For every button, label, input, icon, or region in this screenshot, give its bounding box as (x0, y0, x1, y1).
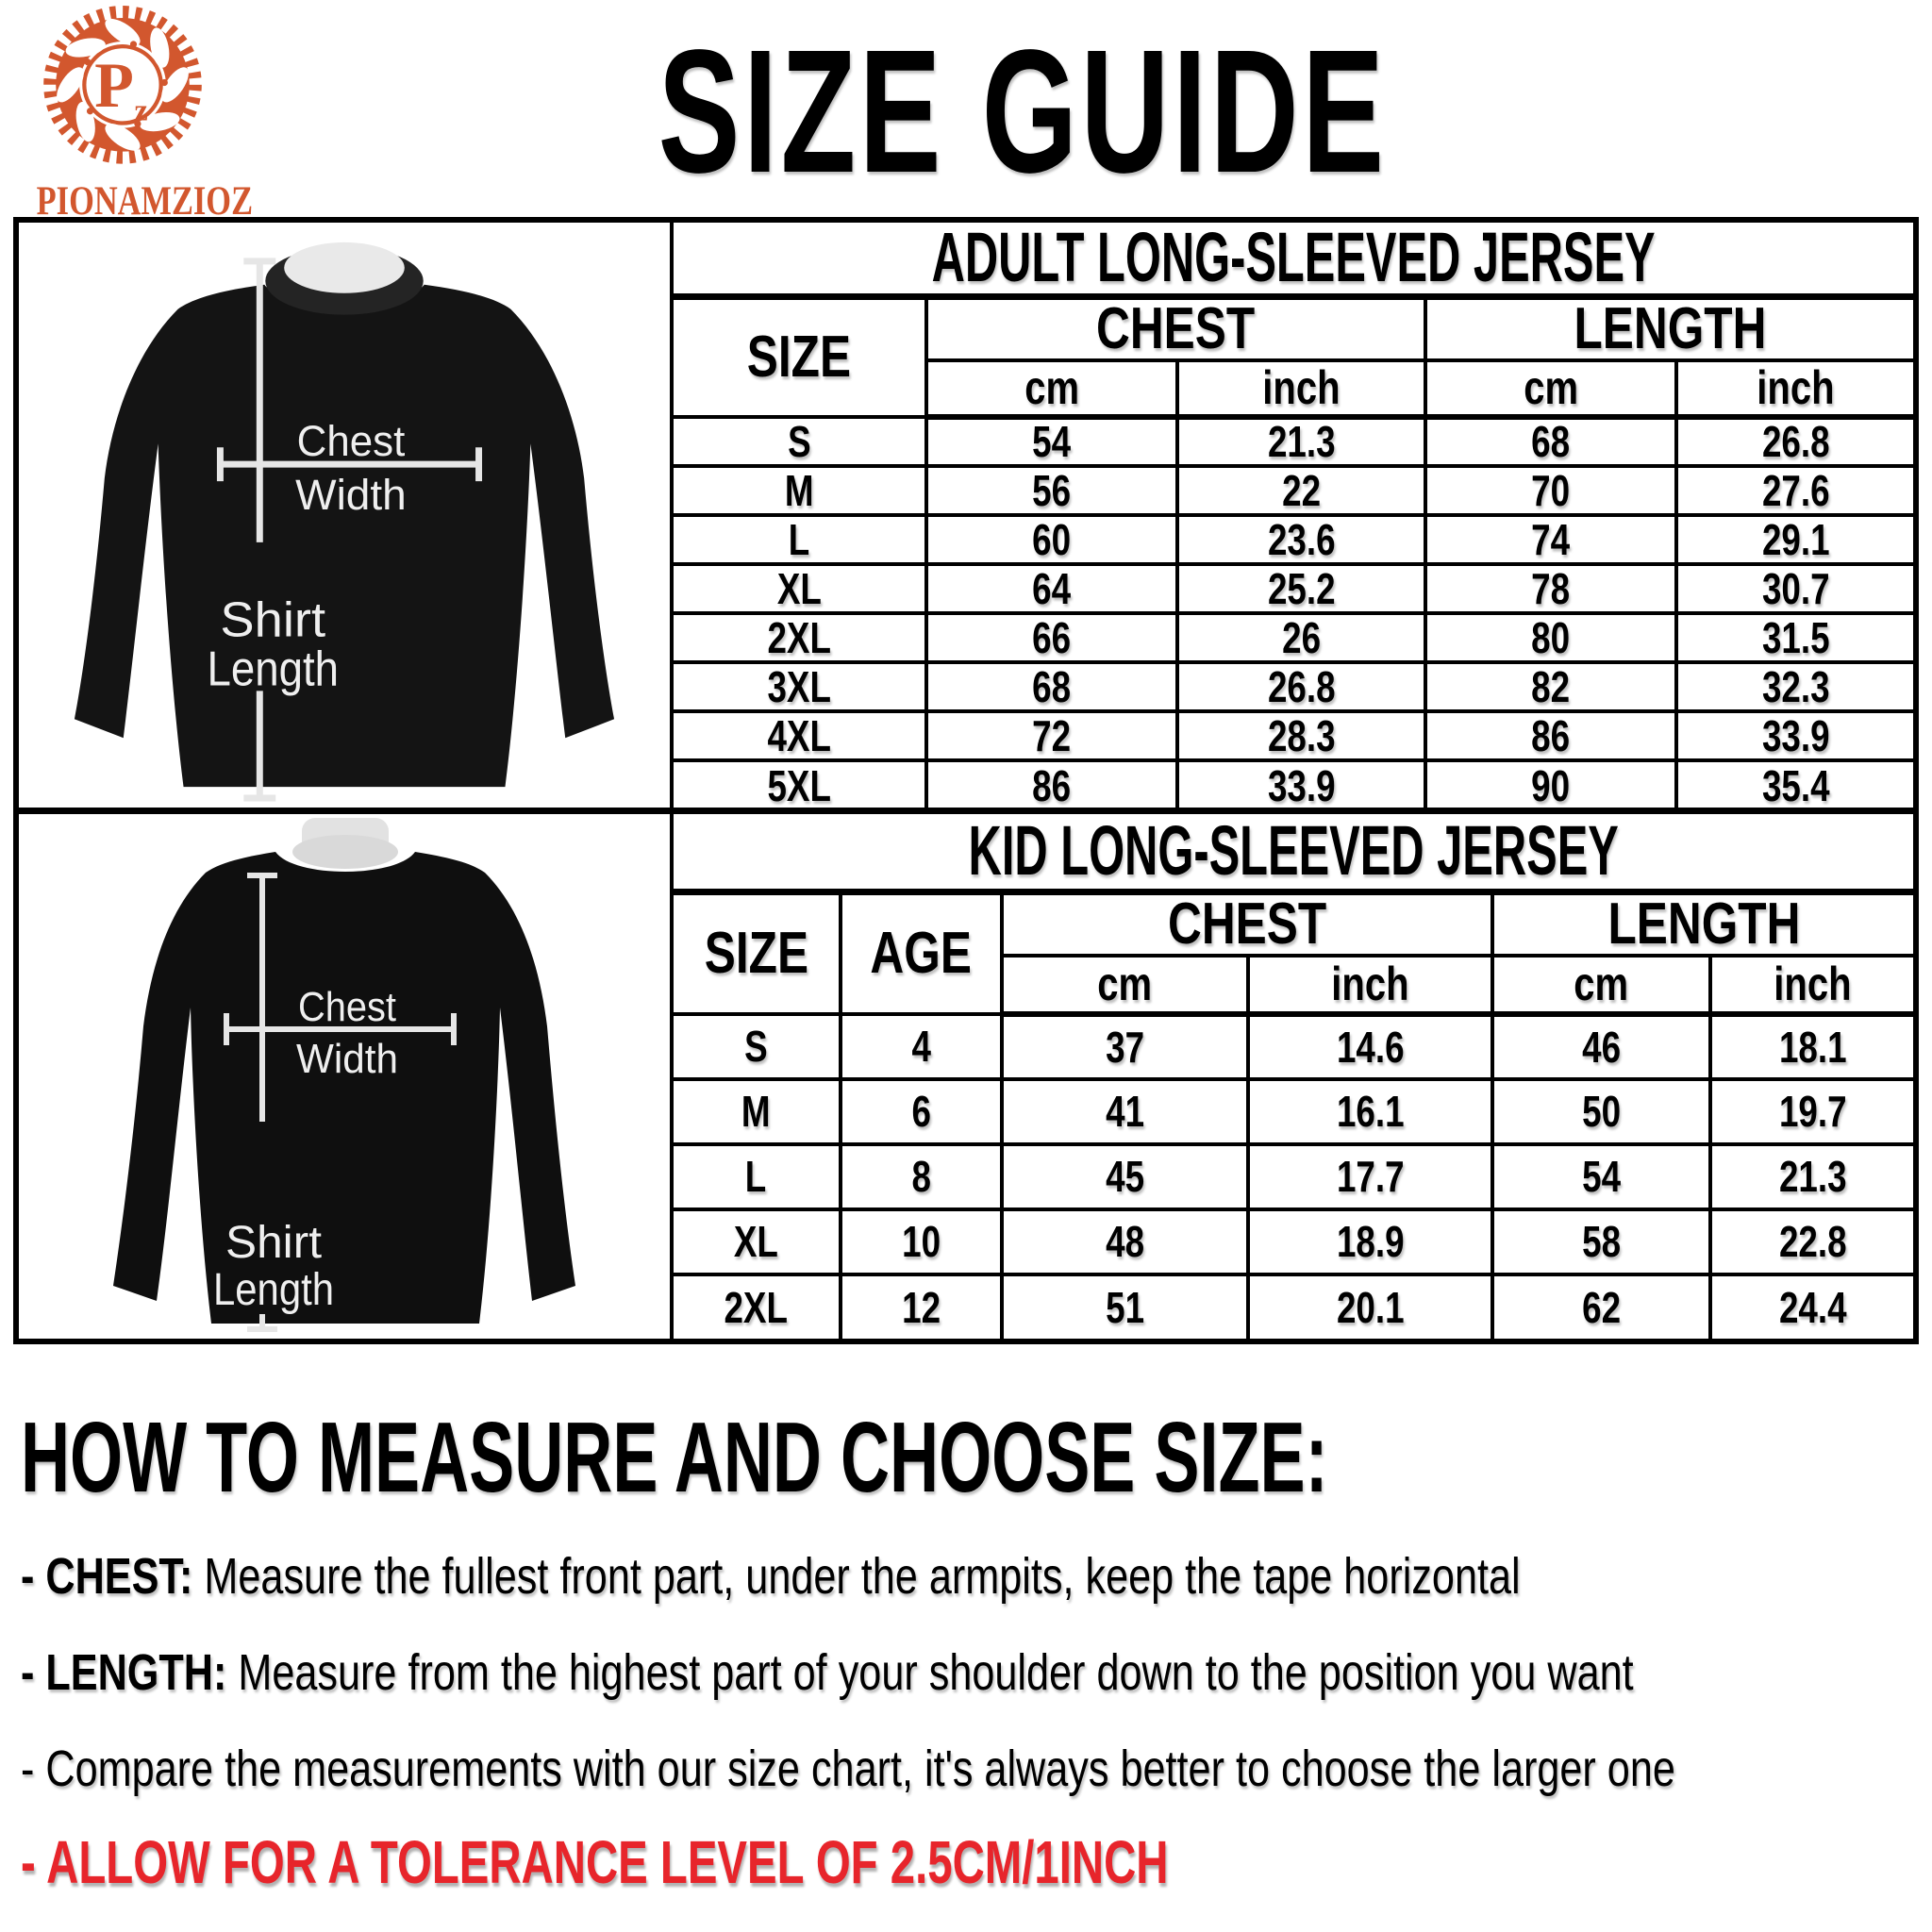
col-header-size: SIZE (674, 891, 841, 1014)
adult-size-table (674, 223, 1913, 808)
col-header-cm: cm (1425, 360, 1676, 417)
col-header-chest: CHEST (1002, 891, 1492, 956)
kid-size-table (674, 814, 1913, 1339)
col-header-cm: cm (1002, 956, 1248, 1014)
col-header-inch: inch (1177, 360, 1425, 417)
table-row: S 4 37 14.6 46 18.1 (674, 1014, 1913, 1079)
kid-jersey-image (19, 814, 670, 1339)
shirt-length-label-bottom: Length (207, 641, 340, 696)
chest-width-label-bottom: Width (296, 1036, 398, 1082)
howto-item-length: - LENGTH: Measure from the highest part of your shoulder down to the position you want (21, 1644, 1634, 1701)
table-row: 2XL 12 51 20.1 62 24.4 (674, 1274, 1913, 1340)
howto-item-chest: - CHEST: Measure the fullest front part, under the armpits, keep the tape horizontal (21, 1548, 1521, 1605)
col-header-size: SIZE (674, 296, 926, 417)
table-row: XL 10 48 18.9 58 22.8 (674, 1209, 1913, 1274)
jersey-body (75, 285, 614, 787)
monogram-p: P (94, 49, 134, 122)
col-header-inch: inch (1248, 956, 1492, 1014)
table-row: L 8 45 17.7 54 21.3 (674, 1144, 1913, 1209)
col-header-inch: inch (1710, 956, 1913, 1014)
adult-table-title: ADULT LONG-SLEEVED JERSEY (674, 223, 1913, 296)
kid-table-title: KID LONG-SLEEVED JERSEY (674, 814, 1913, 891)
col-header-chest: CHEST (926, 296, 1425, 360)
gear-logo-icon (11, 2, 234, 181)
chest-width-label-bottom: Width (295, 470, 407, 520)
page-title: SIZE GUIDE (658, 14, 1388, 209)
collar-inner (292, 835, 398, 869)
chest-width-label-top: Chest (298, 984, 396, 1030)
col-header-length: LENGTH (1425, 296, 1913, 360)
table-row: XL 64 25.2 78 30.7 (674, 564, 1913, 613)
col-header-inch: inch (1676, 360, 1913, 417)
section-divider (19, 808, 1913, 814)
col-header-cm: cm (926, 360, 1177, 417)
brand-name: PIONAMZIOZ (36, 179, 254, 224)
table-row: M 6 41 16.1 50 19.7 (674, 1079, 1913, 1144)
brand-logo (9, 2, 254, 224)
howto-item-compare: - Compare the measurements with our size chart, it's always better to choose the larger one (21, 1740, 1675, 1797)
table-row: L 60 23.6 74 29.1 (674, 515, 1913, 564)
collar-inner (284, 242, 405, 293)
col-header-age: AGE (841, 891, 1002, 1014)
kid-shirt-illustration (19, 814, 670, 1339)
chest-width-label-top: Chest (296, 416, 406, 466)
adult-jersey-image (19, 223, 670, 808)
table-row: M 56 22 70 27.6 (674, 466, 1913, 515)
table-row: 2XL 66 26 80 31.5 (674, 613, 1913, 662)
size-chart-panel (13, 217, 1919, 1344)
monogram-z: z (134, 92, 148, 127)
col-header-length: LENGTH (1492, 891, 1913, 956)
shirt-length-label-top: Shirt (220, 591, 326, 647)
table-row: 3XL 68 26.8 82 32.3 (674, 662, 1913, 711)
howto-heading: HOW TO MEASURE AND CHOOSE SIZE: (21, 1402, 1328, 1513)
col-header-cm: cm (1492, 956, 1710, 1014)
table-row: 4XL 72 28.3 86 33.9 (674, 711, 1913, 760)
shirt-length-label-bottom: Length (213, 1265, 334, 1315)
howto-item-tolerance: - ALLOW FOR A TOLERANCE LEVEL OF 2.5CM/1INCH (21, 1828, 1169, 1896)
table-row: 5XL 86 33.9 90 35.4 (674, 760, 1913, 808)
table-row: S 54 21.3 68 26.8 (674, 417, 1913, 466)
jersey-body (113, 852, 575, 1324)
adult-shirt-illustration (19, 223, 670, 808)
shirt-length-label-top: Shirt (225, 1218, 322, 1268)
